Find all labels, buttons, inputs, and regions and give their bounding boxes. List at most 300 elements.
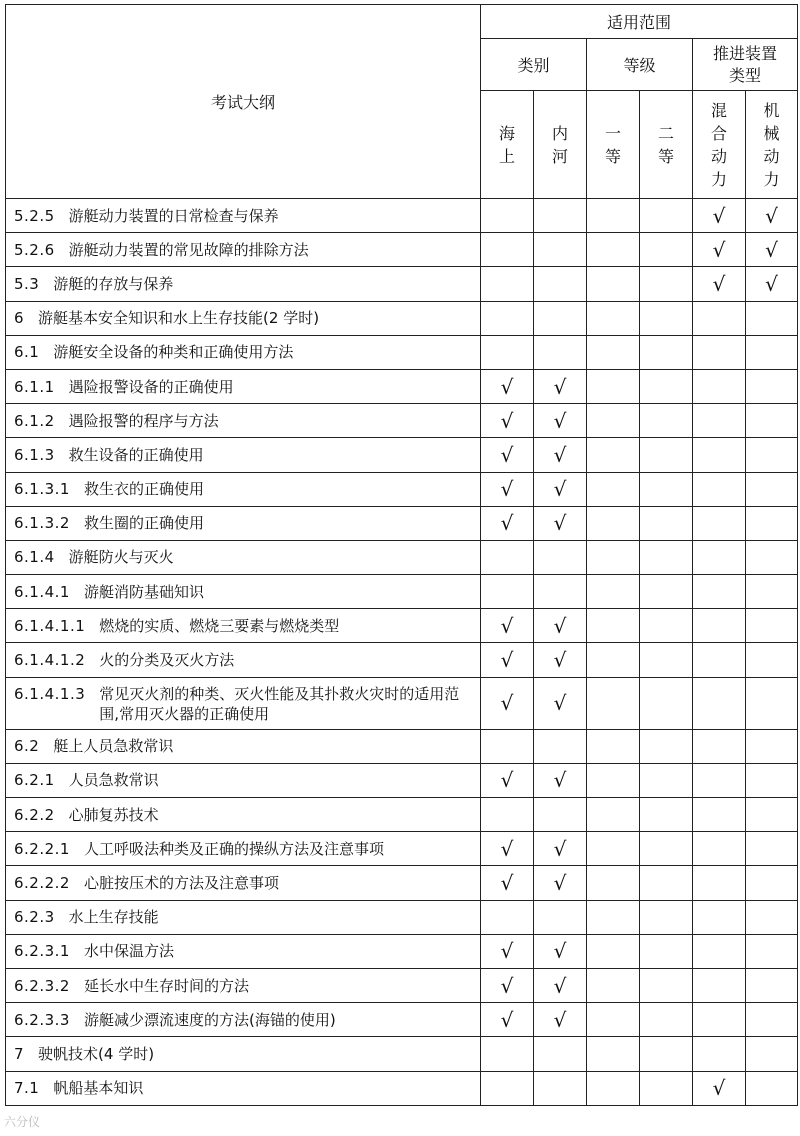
scope-cell — [587, 267, 640, 301]
outline-cell — [6, 438, 481, 472]
scope-cell — [693, 199, 746, 233]
scope-cell — [640, 763, 693, 797]
scope-cell — [587, 798, 640, 832]
outline-cell — [6, 506, 481, 540]
section-title: 游艇动力装置的常见故障的排除方法 — [68, 240, 309, 259]
scope-cell — [534, 968, 587, 1002]
header-propulsion-text: 推进装置类型 — [713, 43, 778, 85]
scope-cell — [746, 233, 798, 267]
table-row — [6, 798, 798, 832]
section-code: 5.2.5 — [14, 206, 55, 225]
check-mark: √ — [500, 374, 514, 399]
scope-cell — [587, 729, 640, 763]
header-grade: 等级 — [587, 39, 693, 91]
check-mark: √ — [500, 477, 514, 502]
header-sea: 海上 — [481, 91, 534, 199]
outline-cell — [6, 900, 481, 934]
scope-cell — [640, 643, 693, 677]
outline-cell — [6, 763, 481, 797]
scope-cell — [587, 575, 640, 609]
scope-cell — [534, 934, 587, 968]
section-title: 游艇安全设备的种类和正确使用方法 — [53, 343, 294, 362]
outline-cell — [6, 643, 481, 677]
scope-cell — [534, 677, 587, 729]
scope-cell — [534, 575, 587, 609]
scope-cell — [640, 677, 693, 729]
table-row — [6, 438, 798, 472]
scope-cell — [640, 934, 693, 968]
section-code: 6.2.1 — [14, 771, 55, 790]
table-row — [6, 335, 798, 369]
scope-cell — [481, 934, 534, 968]
section-code: 6.1.1 — [14, 377, 55, 396]
table-row — [6, 1071, 798, 1105]
scope-cell — [481, 1003, 534, 1037]
scope-cell — [481, 798, 534, 832]
table-row — [6, 267, 798, 301]
scope-cell — [481, 472, 534, 506]
section-title: 救生衣的正确使用 — [83, 480, 204, 499]
outline-cell — [6, 798, 481, 832]
check-mark: √ — [500, 442, 514, 467]
scope-cell — [481, 763, 534, 797]
scope-cell — [534, 369, 587, 403]
syllabus-table — [5, 4, 798, 1106]
scope-cell — [587, 199, 640, 233]
section-title: 人员急救常识 — [68, 771, 159, 790]
scope-cell — [587, 1037, 640, 1071]
check-mark: √ — [553, 477, 567, 502]
scope-cell — [534, 763, 587, 797]
scope-cell — [481, 575, 534, 609]
scope-cell — [693, 301, 746, 335]
check-mark: √ — [712, 271, 726, 296]
check-mark: √ — [553, 511, 567, 536]
check-mark: √ — [765, 203, 778, 228]
scope-cell — [481, 233, 534, 267]
scope-cell — [534, 900, 587, 934]
scope-cell — [481, 301, 534, 335]
scope-cell — [746, 763, 798, 797]
scope-cell — [640, 506, 693, 540]
scope-cell — [640, 404, 693, 438]
scope-cell — [534, 199, 587, 233]
scope-cell — [746, 575, 798, 609]
scope-cell — [534, 233, 587, 267]
table-row — [6, 968, 798, 1002]
scope-cell — [534, 472, 587, 506]
header-second: 二等 — [640, 91, 693, 199]
outline-cell — [6, 677, 481, 729]
scope-cell — [746, 1071, 798, 1105]
table-row — [6, 900, 798, 934]
scope-cell — [587, 335, 640, 369]
scope-cell — [534, 267, 587, 301]
section-title: 火的分类及灭火方法 — [99, 651, 235, 670]
scope-cell — [587, 301, 640, 335]
outline-cell — [6, 301, 481, 335]
scope-cell — [746, 729, 798, 763]
scope-cell — [640, 866, 693, 900]
outline-cell — [6, 472, 481, 506]
check-mark: √ — [712, 203, 726, 228]
check-mark: √ — [553, 648, 567, 673]
scope-cell — [587, 438, 640, 472]
scope-cell — [746, 798, 798, 832]
scope-cell — [534, 1003, 587, 1037]
section-title: 游艇减少漂流速度的方法(海锚的使用) — [83, 1010, 336, 1029]
section-title: 游艇动力装置的日常检查与保养 — [68, 206, 279, 225]
scope-cell — [746, 267, 798, 301]
check-mark: √ — [553, 1007, 567, 1032]
table-row — [6, 1037, 798, 1071]
section-code: 6.1.4.1.3 — [14, 685, 86, 704]
scope-cell — [693, 763, 746, 797]
outline-cell — [6, 866, 481, 900]
scope-cell — [534, 404, 587, 438]
section-title: 人工呼吸法种类及正确的操纵方法及注意事项 — [83, 839, 384, 858]
scope-cell — [640, 369, 693, 403]
scope-cell — [534, 643, 587, 677]
section-title: 水中保温方法 — [83, 942, 174, 961]
check-mark: √ — [500, 939, 514, 964]
scope-cell — [534, 1071, 587, 1105]
scope-cell — [746, 199, 798, 233]
scope-cell — [481, 643, 534, 677]
scope-cell — [481, 1037, 534, 1071]
table-row — [6, 934, 798, 968]
scope-cell — [746, 643, 798, 677]
outline-cell — [6, 575, 481, 609]
scope-cell — [534, 506, 587, 540]
section-code: 6.1.2 — [14, 411, 55, 430]
scope-cell — [640, 1003, 693, 1037]
table-row — [6, 369, 798, 403]
scope-cell — [746, 506, 798, 540]
section-code: 6.1.4.1.1 — [14, 616, 86, 635]
table-row — [6, 609, 798, 643]
scope-cell — [534, 798, 587, 832]
section-code: 6.1.4.1 — [14, 582, 70, 601]
scope-cell — [534, 832, 587, 866]
scope-cell — [746, 472, 798, 506]
scope-cell — [693, 609, 746, 643]
scope-cell — [587, 404, 640, 438]
scope-cell — [746, 832, 798, 866]
section-code: 6.1.4.1.2 — [14, 651, 86, 670]
scope-cell — [534, 609, 587, 643]
scope-cell — [746, 404, 798, 438]
section-code: 6.1.3 — [14, 445, 55, 464]
check-mark: √ — [553, 768, 567, 793]
table-row — [6, 729, 798, 763]
scope-cell — [481, 335, 534, 369]
check-mark: √ — [553, 870, 567, 895]
check-mark: √ — [712, 1076, 726, 1101]
scope-cell — [587, 677, 640, 729]
scope-cell — [481, 677, 534, 729]
scope-cell — [481, 199, 534, 233]
scope-cell — [640, 335, 693, 369]
section-title: 燃烧的实质、燃烧三要素与燃烧类型 — [99, 616, 340, 635]
scope-cell — [534, 335, 587, 369]
check-mark: √ — [500, 836, 514, 861]
scope-cell — [481, 438, 534, 472]
scope-cell — [746, 335, 798, 369]
section-title: 救生设备的正确使用 — [68, 445, 204, 464]
outline-cell — [6, 832, 481, 866]
outline-cell — [6, 540, 481, 574]
scope-cell — [693, 540, 746, 574]
scope-cell — [481, 1071, 534, 1105]
header-scope: 适用范围 — [481, 5, 798, 39]
scope-cell — [693, 866, 746, 900]
scope-cell — [481, 900, 534, 934]
table-row — [6, 404, 798, 438]
section-code: 6.1.3.2 — [14, 514, 70, 533]
check-mark: √ — [500, 768, 514, 793]
check-mark: √ — [553, 374, 567, 399]
scope-cell — [640, 199, 693, 233]
scope-cell — [693, 968, 746, 1002]
section-code: 6.1.3.1 — [14, 480, 70, 499]
header-category: 类别 — [481, 39, 587, 91]
section-title: 游艇的存放与保养 — [53, 274, 174, 293]
scope-cell — [693, 1071, 746, 1105]
scope-cell — [534, 729, 587, 763]
scope-cell — [640, 267, 693, 301]
check-mark: √ — [553, 613, 567, 638]
scope-cell — [481, 404, 534, 438]
table-row — [6, 866, 798, 900]
scope-cell — [693, 472, 746, 506]
scope-cell — [746, 438, 798, 472]
scope-cell — [746, 677, 798, 729]
scope-cell — [746, 968, 798, 1002]
section-title: 延长水中生存时间的方法 — [83, 976, 249, 995]
scope-cell — [481, 506, 534, 540]
scope-cell — [693, 1037, 746, 1071]
check-mark: √ — [500, 511, 514, 536]
section-code: 5.3 — [14, 274, 40, 293]
scope-cell — [587, 472, 640, 506]
check-mark: √ — [500, 408, 514, 433]
scope-cell — [640, 900, 693, 934]
scope-cell — [481, 369, 534, 403]
scope-cell — [693, 575, 746, 609]
check-mark: √ — [765, 237, 778, 262]
table-row — [6, 472, 798, 506]
scope-cell — [587, 866, 640, 900]
scope-cell — [640, 1037, 693, 1071]
scope-cell — [693, 438, 746, 472]
scope-cell — [640, 609, 693, 643]
scope-cell — [534, 540, 587, 574]
scope-cell — [640, 729, 693, 763]
check-mark: √ — [500, 648, 514, 673]
scope-cell — [693, 729, 746, 763]
scope-cell — [693, 267, 746, 301]
scope-cell — [587, 934, 640, 968]
scope-cell — [587, 643, 640, 677]
header-propulsion — [693, 39, 798, 91]
scope-cell — [640, 575, 693, 609]
scope-cell — [587, 540, 640, 574]
table-row — [6, 575, 798, 609]
section-code: 6.2.2 — [14, 805, 55, 824]
outline-cell — [6, 369, 481, 403]
scope-cell — [640, 472, 693, 506]
scope-cell — [481, 267, 534, 301]
check-mark: √ — [500, 973, 514, 998]
table-row — [6, 301, 798, 335]
section-code: 7 — [14, 1044, 25, 1063]
check-mark: √ — [553, 836, 567, 861]
section-code: 6.2.3.2 — [14, 976, 70, 995]
scope-cell — [746, 866, 798, 900]
scope-cell — [693, 233, 746, 267]
table-row — [6, 677, 798, 729]
section-code: 5.2.6 — [14, 240, 55, 259]
table-row — [6, 832, 798, 866]
scope-cell — [587, 369, 640, 403]
scope-cell — [640, 438, 693, 472]
check-mark: √ — [553, 442, 567, 467]
section-title: 心脏按压术的方法及注意事项 — [83, 873, 279, 892]
scope-cell — [693, 643, 746, 677]
section-code: 6.2.3 — [14, 908, 55, 927]
scope-cell — [693, 1003, 746, 1037]
outline-cell — [6, 934, 481, 968]
scope-cell — [481, 609, 534, 643]
outline-cell — [6, 267, 481, 301]
section-code: 6.2 — [14, 737, 40, 756]
section-title: 遇险报警的程序与方法 — [68, 411, 219, 430]
check-mark: √ — [553, 973, 567, 998]
table-row — [6, 643, 798, 677]
section-title: 游艇防火与灭火 — [68, 548, 174, 567]
section-title: 游艇基本安全知识和水上生存技能(2 学时) — [38, 309, 320, 328]
check-mark: √ — [553, 408, 567, 433]
scope-cell — [481, 866, 534, 900]
scope-cell — [746, 369, 798, 403]
scope-cell — [746, 934, 798, 968]
scope-cell — [587, 506, 640, 540]
section-code: 6 — [14, 309, 25, 328]
table-row — [6, 763, 798, 797]
check-mark: √ — [553, 939, 567, 964]
outline-cell — [6, 1003, 481, 1037]
header-first: 一等 — [587, 91, 640, 199]
scope-cell — [746, 609, 798, 643]
check-mark: √ — [500, 1007, 514, 1032]
scope-cell — [693, 335, 746, 369]
outline-cell — [6, 335, 481, 369]
scope-cell — [640, 1071, 693, 1105]
scope-cell — [587, 900, 640, 934]
section-title: 帆船基本知识 — [53, 1079, 144, 1098]
section-code: 6.2.3.1 — [14, 942, 70, 961]
section-code: 7.1 — [14, 1079, 40, 1098]
section-title: 艇上人员急救常识 — [53, 737, 174, 756]
check-mark: √ — [712, 237, 726, 262]
outline-cell — [6, 609, 481, 643]
scope-cell — [534, 438, 587, 472]
scope-cell — [481, 729, 534, 763]
section-code: 6.1.4 — [14, 548, 55, 567]
section-title: 心肺复苏技术 — [68, 805, 159, 824]
scope-cell — [746, 1003, 798, 1037]
table-row — [6, 540, 798, 574]
table-row — [6, 199, 798, 233]
scope-cell — [746, 1037, 798, 1071]
scope-cell — [481, 968, 534, 1002]
scope-cell — [587, 233, 640, 267]
outline-cell — [6, 1037, 481, 1071]
scope-cell — [587, 609, 640, 643]
header-hybrid: 混合动力 — [693, 91, 746, 199]
check-mark: √ — [500, 613, 514, 638]
scope-cell — [640, 968, 693, 1002]
section-code: 6.2.3.3 — [14, 1010, 70, 1029]
scope-cell — [693, 369, 746, 403]
table-row — [6, 233, 798, 267]
scope-cell — [693, 798, 746, 832]
scope-cell — [693, 934, 746, 968]
scope-cell — [746, 900, 798, 934]
scope-cell — [481, 832, 534, 866]
scope-cell — [534, 301, 587, 335]
header-inland: 内河 — [534, 91, 587, 199]
scope-cell — [640, 798, 693, 832]
check-mark: √ — [500, 691, 514, 716]
outline-cell — [6, 199, 481, 233]
scope-cell — [693, 404, 746, 438]
section-code: 6.2.2.2 — [14, 873, 70, 892]
outline-cell — [6, 968, 481, 1002]
scope-cell — [640, 233, 693, 267]
section-title: 水上生存技能 — [68, 908, 159, 927]
check-mark: √ — [765, 271, 778, 296]
scope-cell — [587, 1071, 640, 1105]
scope-cell — [587, 968, 640, 1002]
section-title: 游艇消防基础知识 — [83, 582, 204, 601]
watermark: 六分仪 — [4, 1115, 41, 1129]
table-row — [6, 506, 798, 540]
section-title: 救生圈的正确使用 — [83, 514, 204, 533]
scope-cell — [587, 763, 640, 797]
scope-cell — [746, 540, 798, 574]
check-mark: √ — [500, 870, 514, 895]
scope-cell — [640, 301, 693, 335]
section-code: 6.2.2.1 — [14, 839, 70, 858]
outline-cell — [6, 233, 481, 267]
scope-cell — [693, 900, 746, 934]
check-mark: √ — [553, 691, 567, 716]
outline-cell — [6, 404, 481, 438]
section-title: 常见灭火剂的种类、灭火性能及其扑救火灾时的适用范围,常用灭火器的正确使用 — [99, 685, 460, 724]
section-title: 驶帆技术(4 学时) — [38, 1044, 155, 1063]
scope-cell — [640, 540, 693, 574]
scope-cell — [481, 540, 534, 574]
section-title: 遇险报警设备的正确使用 — [68, 377, 234, 396]
scope-cell — [534, 866, 587, 900]
header-outline: 考试大纲 — [6, 5, 481, 199]
scope-cell — [587, 1003, 640, 1037]
scope-cell — [693, 506, 746, 540]
outline-cell — [6, 729, 481, 763]
scope-cell — [640, 832, 693, 866]
